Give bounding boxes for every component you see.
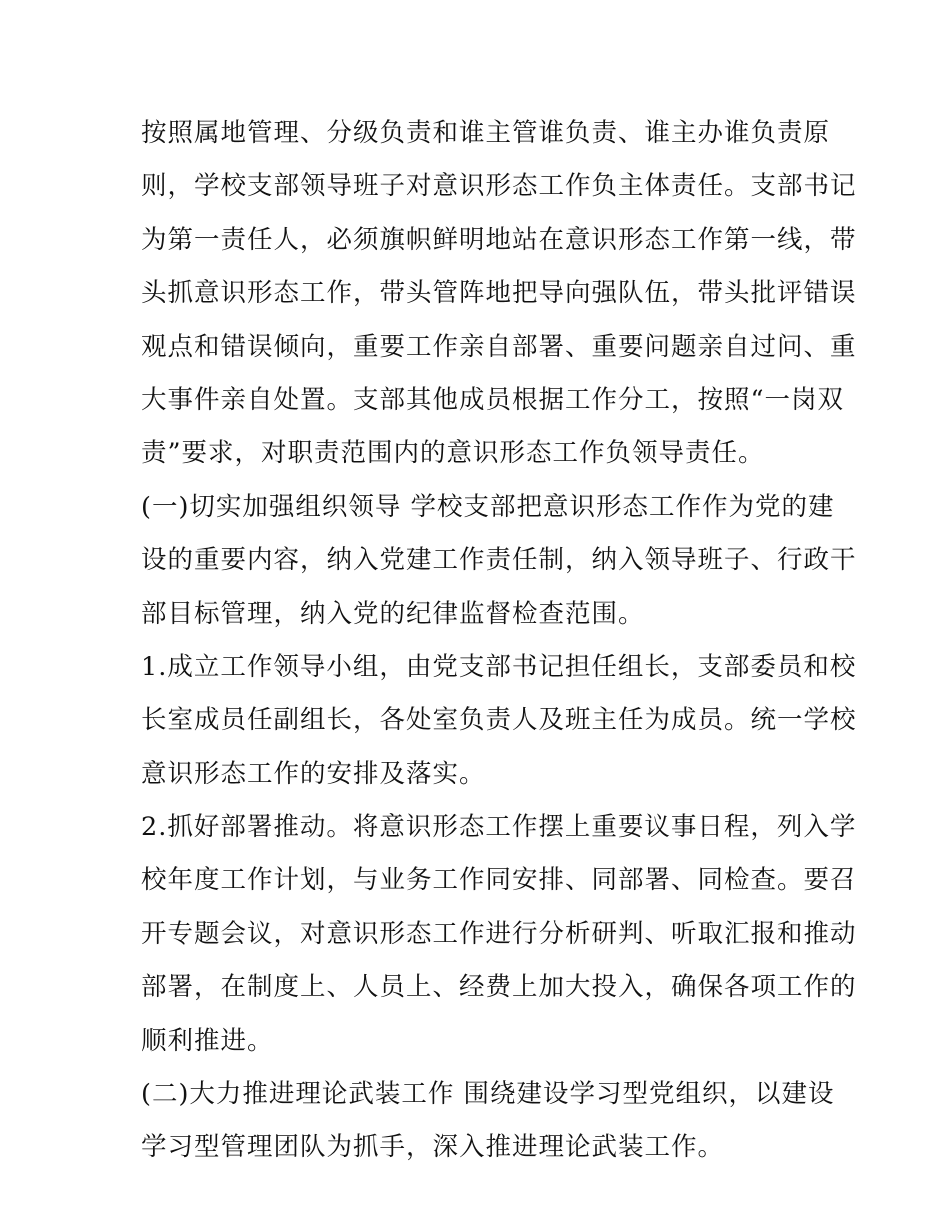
text-line: 顺利推进。: [141, 1025, 274, 1056]
text-line: 则，学校支部领导班子对意识形态工作负主体责任。支部书记: [141, 171, 857, 202]
text-line: 头抓意识形态工作，带头管阵地把导向强队伍，带头批评错误: [141, 278, 857, 309]
list-item-1: 1.成立工作领导小组，由党支部书记担任组长，支部委员和校: [141, 651, 857, 682]
text-line: 按照属地管理、分级负责和谁主管谁负责、谁主办谁负责原: [141, 118, 831, 148]
section-heading-2: (二)大力推进理论武装工作 围绕建设学习型党组织，以建设: [141, 1079, 835, 1110]
text-line: 开专题会议，对意识形态工作进行分析研判、听取汇报和推动: [141, 918, 857, 949]
text-line: 部目标管理，纳入党的纪律监督检查范围。: [141, 598, 645, 629]
text-line: 校年度工作计划，与业务工作同安排、同部署、同检查。要召: [141, 865, 857, 896]
text-line: 为第一责任人，必须旗帜鲜明地站在意识形态工作第一线，带: [141, 224, 857, 255]
document-body: [141, 107, 857, 1175]
text-line: 部署，在制度上、人员上、经费上加大投入，确保各项工作的: [141, 972, 857, 1003]
text-line: 长室成员任副组长，各处室负责人及班主任为成员。统一学校: [141, 705, 857, 736]
text-line: 设的重要内容，纳入党建工作责任制，纳入领导班子、行政干: [141, 545, 857, 576]
text-line: 学习型管理团队为抓手，深入推进理论武装工作。: [141, 1132, 725, 1163]
text-line: 意识形态工作的安排及落实。: [141, 758, 486, 789]
list-item-2: 2.抓好部署推动。将意识形态工作摆上重要议事日程，列入学: [141, 812, 857, 843]
text-line: 大事件亲自处置。支部其他成员根据工作分工，按照“一岗双: [141, 384, 845, 415]
section-heading-1: (一)切实加强组织领导 学校支部把意识形态工作作为党的建: [141, 491, 835, 522]
text-line: 观点和错误倾向，重要工作亲自部署、重要问题亲自过问、重: [141, 331, 857, 362]
text-line: 责”要求，对职责范围内的意识形态工作负领导责任。: [141, 438, 765, 469]
